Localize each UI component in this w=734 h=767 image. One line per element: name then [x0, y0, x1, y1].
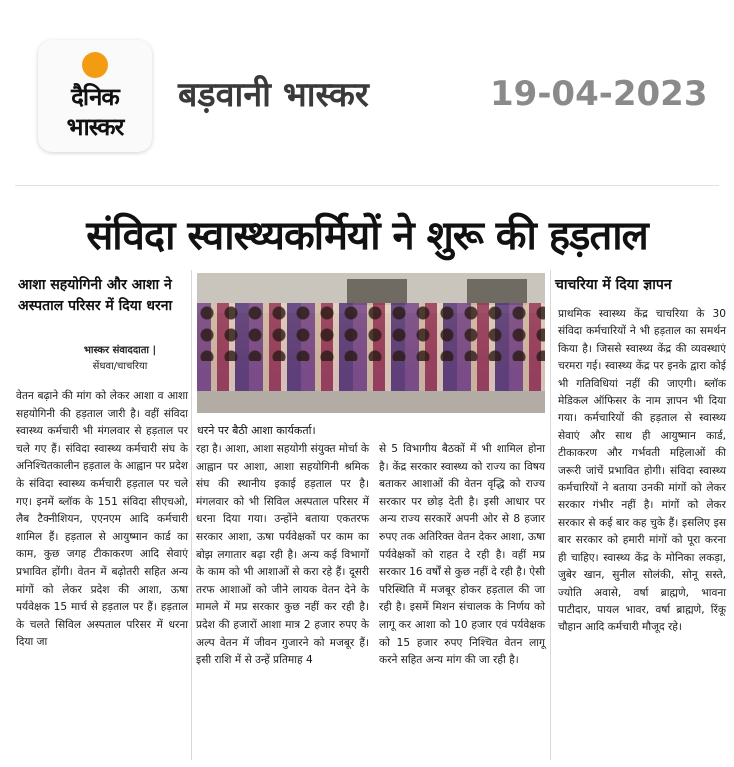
article-subhead: आशा सहयोगिनी और आशा ने अस्पताल परिसर में दिया धरना	[18, 277, 173, 314]
photo-caption: धरने पर बैठी आशा कार्यकर्ता।	[197, 424, 316, 437]
edition-title: बड़वानी भास्कर	[178, 75, 369, 115]
article-column-1	[16, 388, 188, 652]
header-divider	[15, 185, 719, 186]
app-header	[0, 0, 734, 170]
byline-reporter: भास्कर संवाददाता |	[83, 345, 157, 356]
byline	[60, 343, 180, 375]
edition-date: 19-04-2023	[490, 74, 708, 114]
sun-icon	[82, 52, 108, 78]
column-rule	[550, 270, 551, 760]
article-column-3	[379, 441, 545, 670]
column-1-text: वेतन बढ़ाने की मांग को लेकर आशा व आशा सहयोगिनी की हड़ताल जारी है। वहीं संविदा स्वास्थ्य कर्मचारी भी मंगलवार से हड़ताल पर चले गए हैं। संविदा स्वास्थ्य कर्मचारी संघ के अनिश्चितकालीन हड़ताल के आह्वान पर प्रदेश के संविदा स्वास्थ्य कर्मचारी हड़ताल पर चले गए। इनमें ब्लॉक के 151 संविदा सीएचओ, लैब टैक्नीशियन, एएनएम आदि कर्मचारी शामिल हैं। हड़ताल से आयुष्मान कार्ड का काम, कुछ जगह टीकाकरण आदि सेवाएं प्रभावित होंगी। वेतन में बढ़ोतरी सहित अन्य मांगों को लेकर प्रदेश की आशा, ऊषा पर्यवेक्षक 15 मार्च से हड़ताल पर हैं। हड़ताल के चलते सिविल अस्पताल परिसर में धरना दिया जा	[16, 390, 188, 649]
article-column-2	[196, 441, 369, 670]
dainik-bhaskar-logo[interactable]	[38, 40, 152, 152]
side-headline: चाचरिया में दिया ज्ञापन	[555, 277, 672, 293]
article-headline: संविदा स्वास्थ्यकर्मियों ने शुरू की हड़ताल	[86, 213, 648, 259]
column-3-text: से 5 विभागीय बैठकों में भी शामिल होना है। केंद्र सरकार स्वास्थ्य को राज्य का विषय बताकर आशाओं की वेतन वृद्धि को राज्य सरकार पर छोड़ देती है। इसी आधार पर अन्य राज्य सरकारें अपनी ओर से 8 हजार रुपए तक अतिरिक्त वेतन देकर आशा, ऊषा पर्यवेक्षकों को राहत दे रही है। वहीं मप्र सरकार 16 वर्षों से कुछ नहीं दे रही है। ऐसी परिस्थिति में मजबूर होकर हड़ताल की जा रही है। इसमें मिशन संचालक के निर्णय को लागू कर आशा को 10 हजार एवं पर्यवेक्षक को 15 हजार रुपए निश्चित वेतन लागू करने सहित अन्य मांग की जा रही है।	[379, 443, 545, 667]
column-4-text: प्राथमिक स्वास्थ्य केंद्र चाचरिया के 30 संविदा कर्मचारियों ने भी हड़ताल का समर्थन किया है। जिससे स्वास्थ्य केंद्र की व्यवस्थाएं चरमरा गई। स्वास्थ्य केंद्र पर इनके द्वारा कोई भी गतिविधियां नहीं की जाएगी। ब्लॉक मेडिकल ऑफिसर के नाम ज्ञापन भी दिया गया। कर्मचारियों की हड़ताल से स्वास्थ्य सेवाएं और साथ ही आयुष्मान कार्ड, टीकाकरण और गर्भवती महिलाओं की जरूरी जांचें प्रभावित होगी। संविदा स्वास्थ्य कर्मचारियों ने बताया उनकी मांगों को लेकर सरकार गंभीर नहीं है। मांगों को लेकर सरकार से कई बार कह चुके हैं। इसलिए इस बार सरकार को हमारी मांगों को पूरा करना ही चाहिए। स्वास्थ्य केंद्र के मोनिका लकड़ा, जुबेर खान, सुनील सोलंकी, सोनू सस्ते, ज्योति अवासे, वर्षा ब्राह्मणे, भावना पाटीदार, पायल भावर, वर्षा ब्राह्मणे, रिंकू चौहान आदि कर्मचारी मौजूद रहे।	[558, 308, 726, 634]
article-column-4	[558, 306, 726, 637]
logo-text-line2: भास्कर	[66, 113, 124, 141]
photo-heads	[197, 301, 545, 361]
column-rule	[191, 270, 192, 760]
column-2-text: रहा है। आशा, आशा सहयोगी संयुक्त मोर्चा के आह्वान पर आशा, आशा सहयोगिनी श्रमिक संघ की स्थानीय इकाई हड़ताल पर है। मंगलवार को भी सिविल अस्पताल परिसर में धरना दिया गया। उन्होंने बताया एकतरफ सरकार आशा, ऊषा पर्यवेक्षकों पर काम का बोझ लगातार बढ़ा रही है। अन्य कई विभागों के काम को भी आशाओं से करा रहे हैं। दूसरी तरफ आशाओं को जीने लायक वेतन देने के मामले में मप्र सरकार कुछ नहीं कर रही है। प्रदेश की हजारों आशा मात्र 2 हजार रुपए के अल्प वेतन में जीवन गुजारने को मजबूर हैं। इसी राशि में से उन्हें प्रतिमाह 4	[196, 443, 369, 667]
photo-ground	[197, 391, 545, 413]
logo-text-line1: दैनिक	[71, 83, 119, 111]
article-photo[interactable]	[197, 273, 545, 413]
byline-place: सेंधवा/चाचरिया	[92, 361, 148, 372]
